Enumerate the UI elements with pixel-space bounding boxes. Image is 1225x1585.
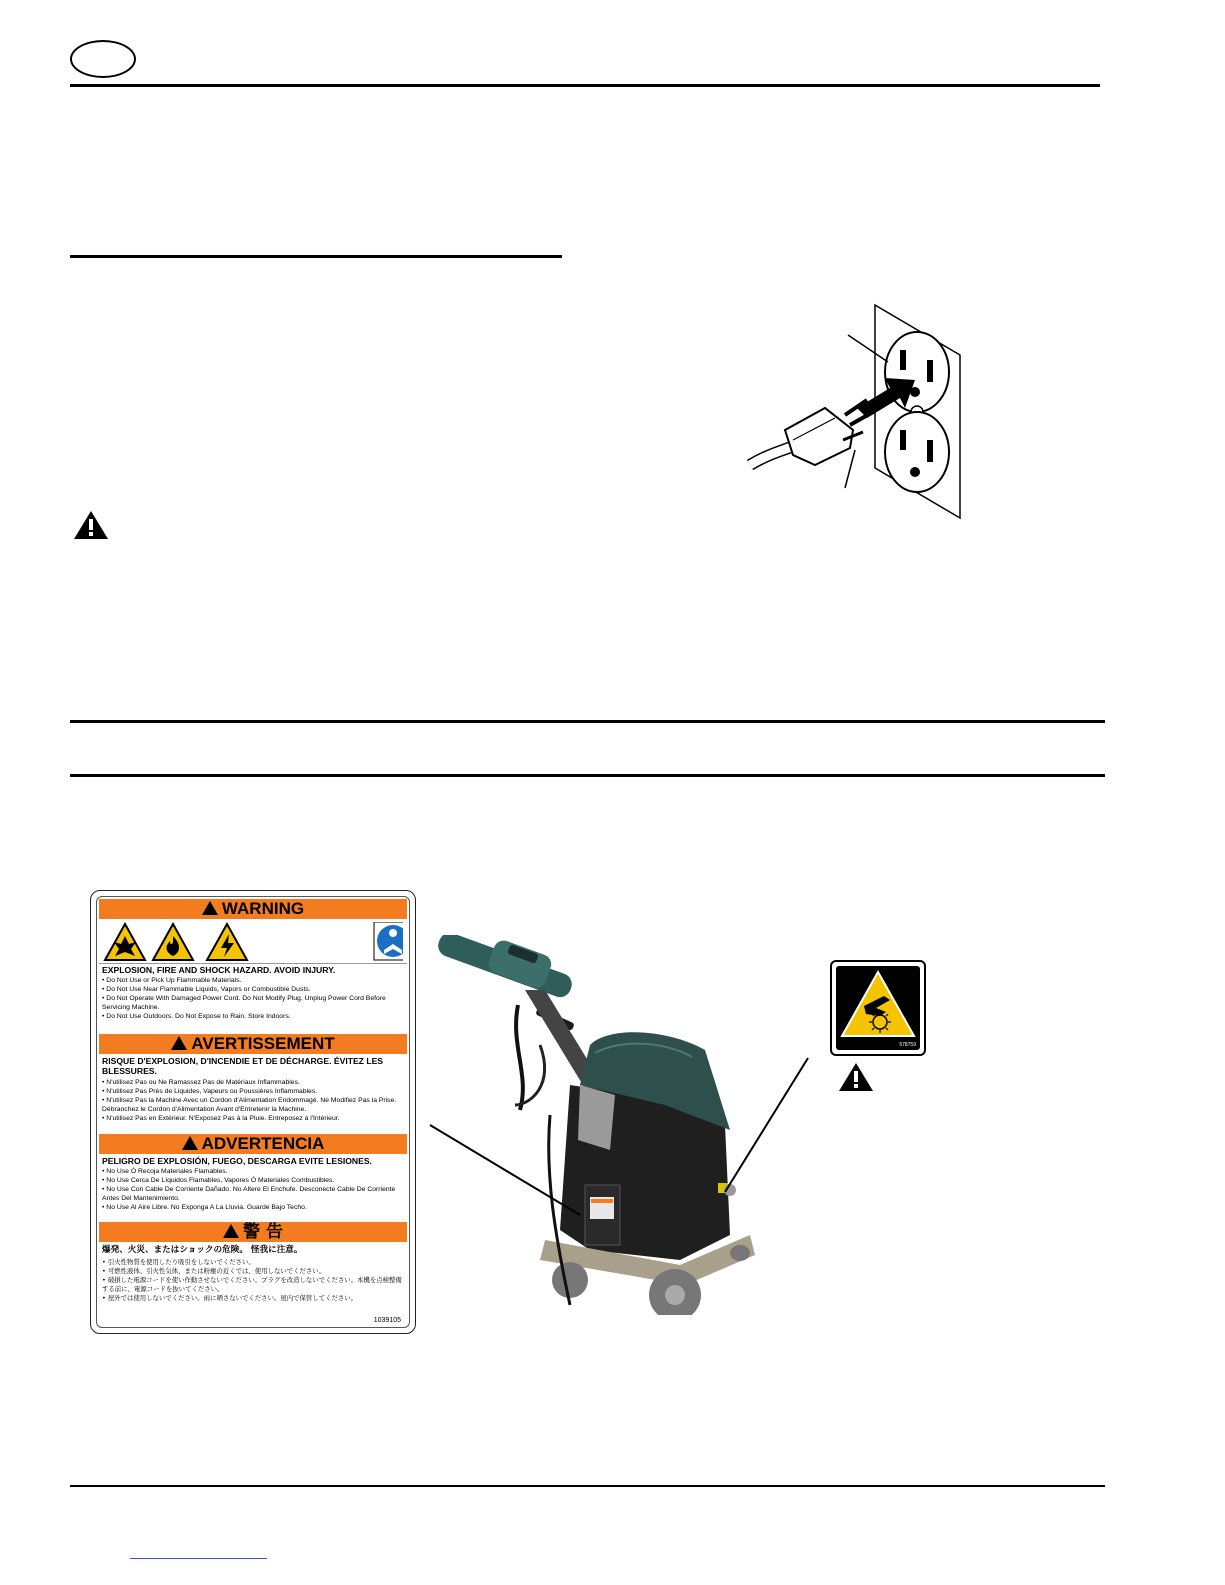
section-rule-short xyxy=(70,255,562,258)
japanese-item: • 可燃性液体、引火性気体、または粉塵の近くでは、使用しないでください。 xyxy=(102,1267,405,1276)
outlet-plug-illustration xyxy=(745,300,975,525)
spanish-item: • No Use Ó Recoja Materiales Flamables. xyxy=(102,1167,405,1176)
footer-rule xyxy=(70,1485,1105,1487)
warning-triangle-icon xyxy=(838,1062,874,1092)
hand-pinch-hazard-icon xyxy=(836,966,920,1050)
hazard-pictograms xyxy=(103,922,403,962)
english-item: • Do Not Use Outdoors. Do Not Expose to Rain. Store Indoors. xyxy=(102,1012,405,1021)
section-rule-bottom xyxy=(70,774,1105,777)
fire-hazard-icon xyxy=(153,924,193,960)
spanish-item: • No Use Con Cable De Corriente Dañado. No Altere El Enchufe. Desconecte Cable De Corriente Antes Del Mantenimiento. xyxy=(102,1185,405,1203)
french-item: • N'utilisez Pas Près de Liquides, Vapeurs ou Poussières Inflammables. xyxy=(102,1087,405,1096)
japanese-item: • 破損した電源コードを使い作動させないでください。プラグを改造しないでください。本機を点検整備する前に、電源コードを抜いてください。 xyxy=(102,1276,405,1294)
french-list xyxy=(102,1078,405,1123)
french-item: • N'utilisez Pas ou Ne Ramassez Pas de Matériaux Inflammables. xyxy=(102,1078,405,1087)
warning-label-part-number: 1039105 xyxy=(373,1317,401,1324)
english-item: • Do Not Use or Pick Up Flammable Materials. xyxy=(102,976,405,985)
header-rule xyxy=(70,84,1100,87)
spanish-headline: PELIGRO DE EXPLOSIÓN, FUEGO, DESCARGA EVITE LESIONES. xyxy=(102,1156,372,1166)
language-oval-icon xyxy=(70,40,136,78)
spanish-list xyxy=(102,1167,405,1212)
japanese-list xyxy=(102,1258,405,1303)
explosion-hazard-icon xyxy=(105,924,145,960)
english-list xyxy=(102,976,405,1021)
pinch-label-part-number: 578759 xyxy=(899,1042,916,1048)
warning-band-english: WARNING xyxy=(99,899,407,919)
spanish-item: • No Use Cerca De Líquidos Flamables, Vapores Ó Materiales Combustibles. xyxy=(102,1176,405,1185)
warning-band-spanish: ADVERTENCIA xyxy=(99,1134,407,1154)
plug-body xyxy=(785,408,853,465)
wheel-left xyxy=(552,1262,588,1298)
pinch-hazard-decal xyxy=(830,960,926,1056)
english-item: • Do Not Use Near Flammable Liquids, Vapors or Combustible Dusts. xyxy=(102,985,405,994)
japanese-headline: 爆発、火災、またはショックの危険。 怪我に注意。 xyxy=(102,1245,303,1255)
japanese-item: • 引火性物質を使用したり吸引をしないでください。 xyxy=(102,1258,405,1267)
french-headline: RISQUE D'EXPLOSION, D'INCENDIE ET DE DÉCHARGE. ÉVITEZ LES BLESSURES. xyxy=(102,1056,384,1076)
footer-link-underline xyxy=(130,1558,267,1559)
warning-band-french: AVERTISSEMENT xyxy=(99,1034,407,1054)
warning-triangle-icon xyxy=(73,510,109,540)
shock-hazard-icon xyxy=(207,924,247,960)
floor-scrubber-machine-photo xyxy=(430,935,770,1315)
handle-bracket xyxy=(578,1085,615,1150)
read-manual-icon xyxy=(374,922,403,960)
spanish-item: • No Use Al Aire Libre. No Exponga A La Lluvia. Guarde Bajo Techo. xyxy=(102,1203,405,1212)
lower-receptacle xyxy=(885,412,949,492)
section-rule-top xyxy=(70,720,1105,723)
warning-band-japanese: 警 告 xyxy=(99,1222,407,1242)
french-item: • N'utilisez Pas la Machine Avec un Cordon d'Alimentation Endommagé. Ne Modifiez Pas la Prise. Débranchez le Cordon d'Alimentation Avant d'Entretenir la Machine. xyxy=(102,1096,405,1114)
english-headline: EXPLOSION, FIRE AND SHOCK HAZARD. AVOID INJURY. xyxy=(102,965,336,975)
english-item: • Do Not Operate With Damaged Power Cord. Do Not Modify Plug. Unplug Power Cord Before Servicing Machine. xyxy=(102,994,405,1012)
warning-decal xyxy=(90,890,416,1334)
french-item: • N'utilisez Pas en Extérieur. N'Exposez Pas à la Pluie. Entreposez à l'Intérieur. xyxy=(102,1114,405,1123)
japanese-item: • 屋外では使用しないでください。雨に晒さないでください。屋内で保管してください。 xyxy=(102,1294,405,1303)
